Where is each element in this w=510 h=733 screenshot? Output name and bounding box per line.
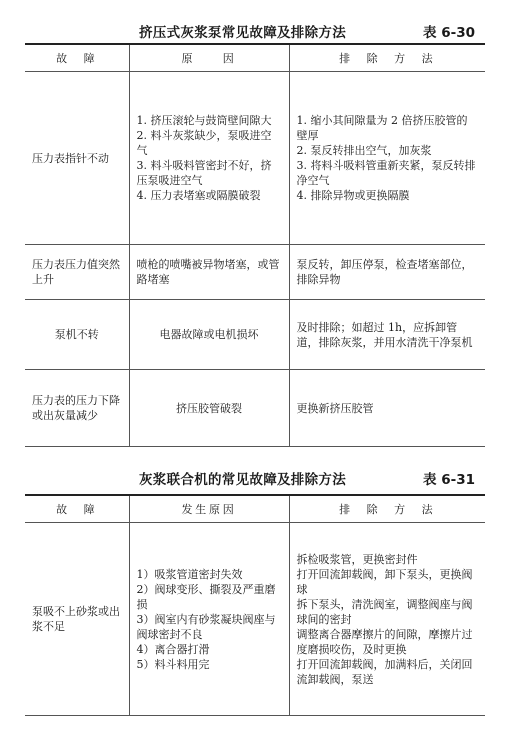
remedy-cell xyxy=(289,300,485,370)
cause-item: 1）吸浆管道密封失效 xyxy=(136,567,243,581)
table-row xyxy=(25,245,485,300)
table-row xyxy=(25,72,485,245)
fault-table-6-31 xyxy=(25,494,485,716)
header-cause: 发生原因 xyxy=(129,495,289,523)
header-fault: 故 障 xyxy=(25,44,129,72)
cause-item: 挤压胶管破裂 xyxy=(176,401,242,415)
cause-item: 电器故障或电机损坏 xyxy=(159,328,259,341)
remedy-item: 更换新挤压胶管 xyxy=(296,401,374,415)
table-row xyxy=(25,300,485,370)
remedy-item: 调整离合器摩擦片的间隙，摩擦片过度磨损咬伤，及时更换 xyxy=(296,627,473,656)
fault-cell: 压力表指针不动 xyxy=(25,72,129,245)
table-title: 灰浆联合机的常见故障及排除方法 xyxy=(139,472,346,488)
remedy-item: 及时排除；如超过 1h，应拆卸管道，排除灰浆，并用水清洗干净泵机 xyxy=(296,320,473,349)
remedy-cell xyxy=(289,245,485,300)
cause-item: 2. 料斗灰浆缺少，泵吸进空气 xyxy=(136,129,272,157)
fault-cell: 泵吸不上砂浆或出浆不足 xyxy=(25,523,129,716)
remedy-item: 拆检吸浆管，更换密封件 xyxy=(296,552,418,566)
header-cause: 原 因 xyxy=(129,44,289,72)
remedy-item: 1. 缩小其间隙量为 2 倍挤压胶管的壁厚 xyxy=(296,114,468,142)
remedy-item: 打开回流卸载阀，卸下泵头，更换阀球 xyxy=(296,567,473,596)
cause-item: 4. 压力表堵塞或隔膜破裂 xyxy=(136,189,261,202)
table-title: 挤压式灰浆泵常见故障及排除方法 xyxy=(139,25,346,41)
cause-cell xyxy=(129,245,289,300)
cause-cell xyxy=(129,523,289,716)
table-caption-2 xyxy=(25,468,485,490)
table-number: 表 6-31 xyxy=(423,472,475,488)
remedy-item: 泵反转，卸压停泵，检查堵塞部位，排除异物 xyxy=(296,258,473,286)
cause-cell xyxy=(129,300,289,370)
cause-item: 3）阀室内有砂浆凝块阀座与阀球密封不良 xyxy=(136,612,276,641)
cause-item: 喷枪的喷嘴被异物堵塞，或管路堵塞 xyxy=(136,258,280,286)
cause-item: 3. 料斗吸料管密封不好，挤压泵吸进空气 xyxy=(136,159,272,187)
header-fault: 故 障 xyxy=(25,495,129,523)
cause-cell xyxy=(129,72,289,245)
remedy-cell xyxy=(289,370,485,447)
fault-cell: 压力表的压力下降或出灰量减少 xyxy=(25,370,129,447)
fault-cell: 泵机不转 xyxy=(25,300,129,370)
remedy-item: 2. 泵反转排出空气，加灰浆 xyxy=(296,144,432,157)
table-caption-1 xyxy=(25,21,485,43)
header-row xyxy=(25,495,485,523)
remedy-cell xyxy=(289,523,485,716)
table-row xyxy=(25,523,485,716)
remedy-item: 3. 将料斗吸料管重新夹紧，泵反转排净空气 xyxy=(296,159,476,187)
header-remedy: 排 除 方 法 xyxy=(289,495,485,523)
fault-table-6-30 xyxy=(25,43,485,447)
cause-cell xyxy=(129,370,289,447)
remedy-item: 拆下泵头，清洗阀室，调整阀座与阀球间的密封 xyxy=(296,597,473,626)
cause-item: 2）阀球变形、撕裂及严重磨损 xyxy=(136,582,276,611)
header-remedy: 排 除 方 法 xyxy=(289,44,485,72)
fault-cell: 压力表压力值突然上升 xyxy=(25,245,129,300)
table-row xyxy=(25,370,485,447)
cause-item: 5）料斗料用完 xyxy=(136,657,210,671)
table-number: 表 6-30 xyxy=(423,25,475,41)
cause-item: 1. 挤压滚轮与鼓筒壁间隙大 xyxy=(136,114,272,127)
remedy-item: 4. 排除异物或更换隔膜 xyxy=(296,189,410,202)
header-row xyxy=(25,44,485,72)
cause-item: 4）离合器打滑 xyxy=(136,642,210,656)
remedy-cell xyxy=(289,72,485,245)
remedy-item: 打开回流卸载阀，加满料后，关闭回流卸载阀，泵送 xyxy=(296,657,473,686)
